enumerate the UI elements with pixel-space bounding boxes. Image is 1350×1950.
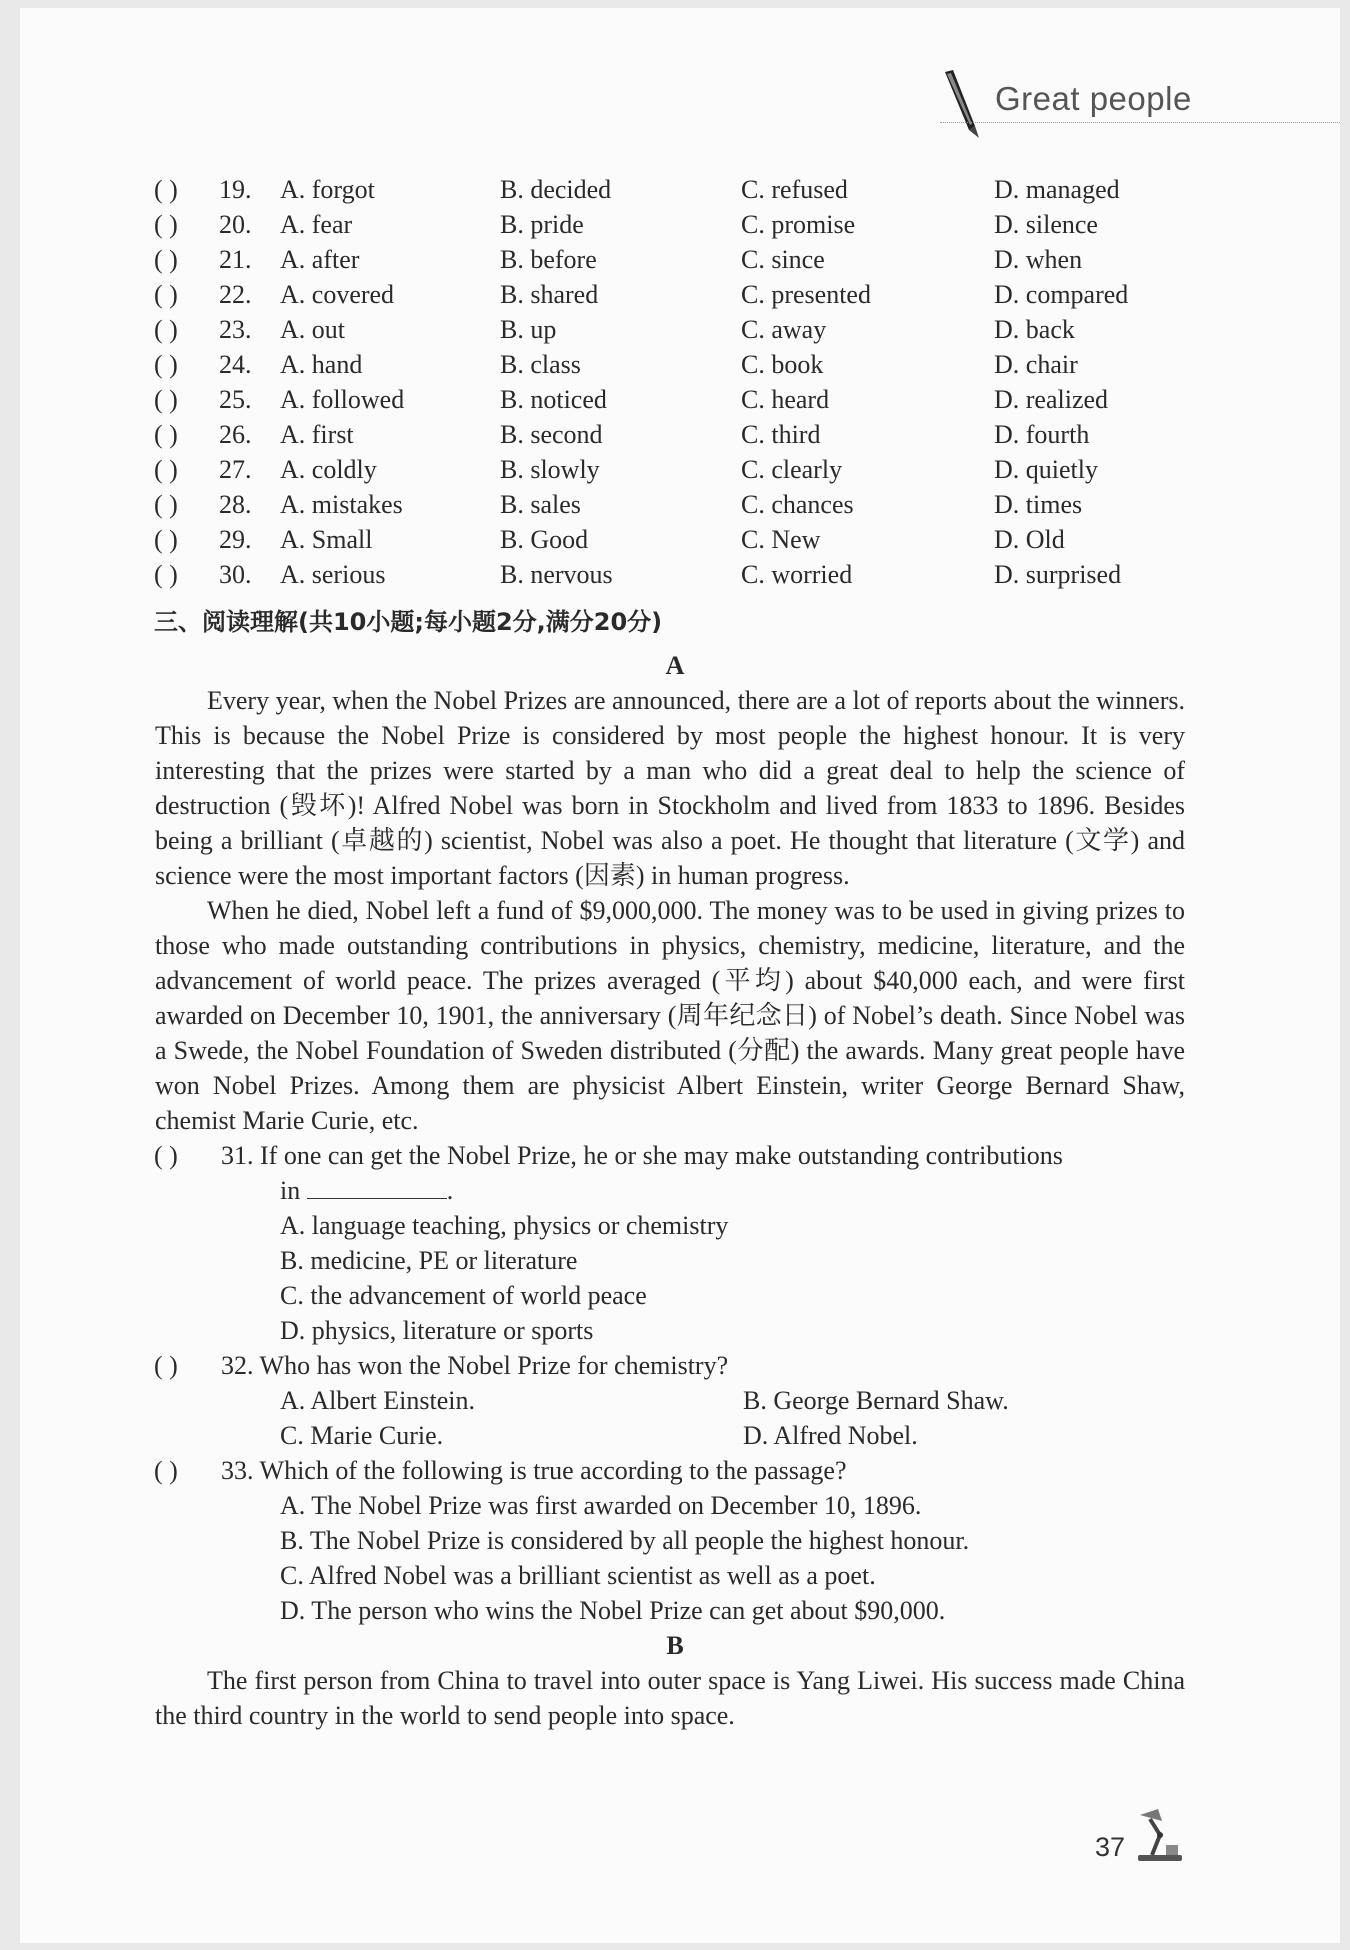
option-a: A. serious — [280, 560, 386, 589]
option-b: B. before — [500, 245, 597, 274]
option-d: D. silence — [994, 210, 1098, 239]
option-c: C. book — [741, 350, 824, 379]
desk-lamp-icon — [1130, 1805, 1190, 1865]
option: A. Albert Einstein. — [280, 1386, 475, 1415]
answer-blank[interactable]: ( ) — [154, 280, 178, 309]
passage-a-paragraph-2: When he died, Nobel left a fund of $9,000,000. The money was to be used in giving prizes to those who made outstanding contributions in physics, chemistry, medicine, literature, and the advancement of world peace. The prizes averaged (平均) about $40,000 each, and were first awarded on December 10, 1901, the anniversary (周年纪念日) of Nobel’s death. Since Nobel was a Swede, the Nobel Foundation of Sweden distributed (分配) the awards. Many great people have won Nobel Prizes. Among them are physicist Albert Einstein, writer George Bernard Shaw, chemist Marie Curie, etc. — [155, 896, 1185, 1135]
option-d: D. Old — [994, 525, 1065, 554]
option-d: D. when — [994, 245, 1083, 274]
option-c: C. heard — [741, 385, 830, 414]
pen-icon — [935, 68, 985, 140]
option-a: A. first — [280, 420, 354, 449]
mcq-row — [154, 312, 1154, 347]
question-number: 21. — [219, 245, 252, 274]
option: D. Alfred Nobel. — [743, 1421, 918, 1450]
header-title: Great people — [995, 80, 1192, 117]
option-b: B. noticed — [500, 385, 607, 414]
question-number: 23. — [219, 315, 252, 344]
option-b: B. Good — [500, 525, 589, 554]
option-c: C. presented — [741, 280, 871, 309]
option-a: A. hand — [280, 350, 363, 379]
passage-a-label: A — [665, 651, 685, 680]
option-d: D. compared — [994, 280, 1129, 309]
answer-blank[interactable]: ( ) — [154, 455, 178, 484]
option-b: B. second — [500, 420, 603, 449]
question-number: 28. — [219, 490, 252, 519]
answer-blank[interactable]: ( ) — [154, 245, 178, 274]
passage-b-label: B — [666, 1631, 684, 1660]
option-a: A. after — [280, 245, 360, 274]
option: B. medicine, PE or literature — [280, 1246, 578, 1275]
option: A. The Nobel Prize was first awarded on December 10, 1896. — [280, 1491, 922, 1520]
answer-blank[interactable]: ( ) — [154, 175, 178, 204]
fill-blank[interactable] — [307, 1176, 447, 1199]
answer-blank[interactable]: ( ) — [154, 385, 178, 414]
option-c: C. clearly — [741, 455, 843, 484]
option: D. The person who wins the Nobel Prize can get about $90,000. — [280, 1596, 946, 1625]
mcq-row — [154, 382, 1154, 417]
mcq-row — [154, 487, 1154, 522]
option-c: C. away — [741, 315, 827, 344]
mcq-row — [154, 207, 1154, 242]
option: A. language teaching, physics or chemistry — [280, 1211, 729, 1240]
mcq-row — [154, 172, 1154, 207]
answer-blank[interactable]: ( ) — [154, 1456, 178, 1485]
option-d: D. realized — [994, 385, 1109, 414]
mcq-row — [154, 522, 1154, 557]
mcq-row — [154, 277, 1154, 312]
mcq-row — [154, 557, 1154, 592]
option-b: B. decided — [500, 175, 612, 204]
option-d: D. back — [994, 315, 1075, 344]
answer-blank[interactable]: ( ) — [154, 420, 178, 449]
question-number: 25. — [219, 385, 252, 414]
answer-blank[interactable]: ( ) — [154, 1141, 178, 1170]
mcq-row — [154, 452, 1154, 487]
question-stem: 33. Which of the following is true according to the passage? — [221, 1456, 847, 1485]
option-c: C. third — [741, 420, 821, 449]
answer-blank[interactable]: ( ) — [154, 1351, 178, 1380]
option-a: A. fear — [280, 210, 353, 239]
question-stem-continued: in . — [280, 1176, 454, 1205]
option-c: C. New — [741, 525, 821, 554]
option-a: A. forgot — [280, 175, 375, 204]
option-d: D. chair — [994, 350, 1078, 379]
question-stem: 31. If one can get the Nobel Prize, he or she may make outstanding contributions — [221, 1141, 1063, 1170]
question-stem: 32. Who has won the Nobel Prize for chemistry? — [221, 1351, 729, 1380]
question-number: 24. — [219, 350, 252, 379]
option-d: D. surprised — [994, 560, 1122, 589]
question-number: 20. — [219, 210, 252, 239]
answer-blank[interactable]: ( ) — [154, 210, 178, 239]
mcq-row — [154, 347, 1154, 382]
option-b: B. pride — [500, 210, 584, 239]
option-a: A. coldly — [280, 455, 377, 484]
answer-blank[interactable]: ( ) — [154, 525, 178, 554]
option-b: B. sales — [500, 490, 581, 519]
answer-blank[interactable]: ( ) — [154, 350, 178, 379]
option-d: D. times — [994, 490, 1083, 519]
page-number: 37 — [1095, 1832, 1126, 1862]
section-heading: 三、阅读理解(共10小题;每小题2分,满分20分) — [154, 608, 663, 636]
passage-a-paragraph-1: Every year, when the Nobel Prizes are announced, there are a lot of reports about the winners. This is because the Nobel Prize is considered by most people the highest honour. It is very interesting that the prizes were started by a man who did a great deal to help the science of destruction (毁坏)! Alfred Nobel was born in Stockholm and lived from 1833 to 1896. Besides being a brilliant (卓越的) scientist, Nobel was also a poet. He thought that literature (文学) and science were the most important factors (因素) in human progress. — [155, 686, 1185, 890]
option-c: C. refused — [741, 175, 848, 204]
passage-b-paragraph-1: The first person from China to travel into outer space is Yang Liwei. His success made China the third country in the world to send people into space. — [155, 1666, 1185, 1730]
question-number: 19. — [219, 175, 252, 204]
option: B. George Bernard Shaw. — [743, 1386, 1009, 1415]
option: C. Marie Curie. — [280, 1421, 444, 1450]
answer-blank[interactable]: ( ) — [154, 315, 178, 344]
option-a: A. covered — [280, 280, 395, 309]
option-b: B. slowly — [500, 455, 600, 484]
header-divider — [940, 122, 1340, 123]
question-number: 26. — [219, 420, 252, 449]
option: B. The Nobel Prize is considered by all people the highest honour. — [280, 1526, 970, 1555]
option-d: D. fourth — [994, 420, 1090, 449]
mcq-row — [154, 417, 1154, 452]
answer-blank[interactable]: ( ) — [154, 490, 178, 519]
option-c: C. chances — [741, 490, 854, 519]
option-b: B. class — [500, 350, 581, 379]
option-a: A. followed — [280, 385, 405, 414]
question-number: 30. — [219, 560, 252, 589]
option: C. Alfred Nobel was a brilliant scientist as well as a poet. — [280, 1561, 876, 1590]
option-a: A. mistakes — [280, 490, 403, 519]
option-d: D. quietly — [994, 455, 1098, 484]
option-a: A. out — [280, 315, 345, 344]
option-c: C. promise — [741, 210, 856, 239]
mcq-row — [154, 242, 1154, 277]
question-number: 29. — [219, 525, 252, 554]
question-number: 27. — [219, 455, 252, 484]
option-c: C. since — [741, 245, 825, 274]
answer-blank[interactable]: ( ) — [154, 560, 178, 589]
option-b: B. nervous — [500, 560, 613, 589]
option-c: C. worried — [741, 560, 853, 589]
option-b: B. up — [500, 315, 557, 344]
option-d: D. managed — [994, 175, 1120, 204]
option-a: A. Small — [280, 525, 373, 554]
option: C. the advancement of world peace — [280, 1281, 647, 1310]
option: D. physics, literature or sports — [280, 1316, 594, 1345]
question-number: 22. — [219, 280, 252, 309]
option-b: B. shared — [500, 280, 599, 309]
